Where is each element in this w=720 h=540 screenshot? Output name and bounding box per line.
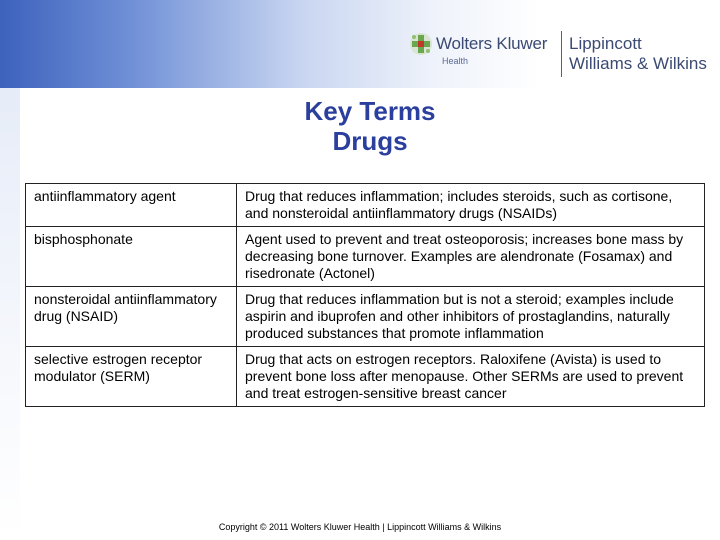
partner-name-line1: Lippincott: [569, 34, 642, 53]
page-title: [0, 96, 720, 156]
wk-mark-icon: [408, 32, 434, 56]
brand-name: Wolters Kluwer: [436, 34, 548, 53]
title-line2: Drugs: [332, 126, 408, 156]
definition-cell: Drug that acts on estrogen receptors. Raloxifene (Avista) is used to prevent bone loss after menopause. Other SERMs are used to prevent and treat estrogen-sensitive breast cancer: [237, 347, 705, 407]
definition-cell: Drug that reduces inflammation; includes steroids, such as cortisone, and nonsteroidal antiinflammatory drugs (NSAIDs): [237, 184, 705, 227]
definition-cell: Drug that reduces inflammation but is not a steroid; examples include aspirin and ibuprofen and other inhibitors of prostaglandins, naturally produced substances that promote inflammation: [237, 287, 705, 347]
logo-divider: [561, 31, 562, 77]
table-row: [26, 287, 705, 347]
term-cell: selective estrogen receptor modulator (SERM): [26, 347, 237, 407]
term-cell: antiinflammatory agent: [26, 184, 237, 227]
definition-cell: Agent used to prevent and treat osteoporosis; increases bone mass by decreasing bone turnover. Examples are alendronate (Fosamax) and risedronate (Actonel): [237, 227, 705, 287]
copyright-footer: Copyright © 2011 Wolters Kluwer Health | Lippincott Williams & Wilkins: [218, 522, 502, 532]
partner-name-line2: Williams & Wilkins: [569, 54, 707, 73]
term-cell: bisphosphonate: [26, 227, 237, 287]
table-row: [26, 227, 705, 287]
brand-sub: Health: [442, 56, 469, 66]
key-terms-table: [25, 183, 705, 407]
table-row: [26, 347, 705, 407]
title-line1: Key Terms: [304, 96, 436, 126]
term-cell: nonsteroidal antiinflammatory drug (NSAID): [26, 287, 237, 347]
table-row: [26, 184, 705, 227]
